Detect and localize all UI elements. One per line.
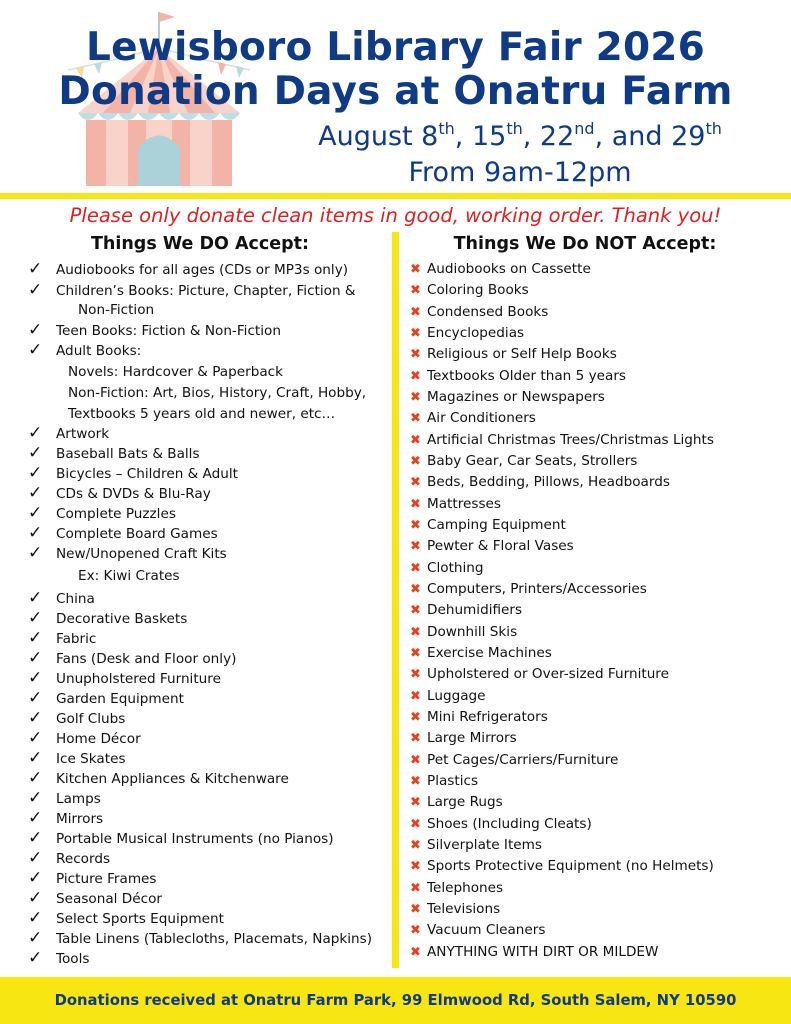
not-accept-item-label: ANYTHING WITH DIRT OR MILDEW [427, 943, 659, 960]
accept-item [28, 280, 356, 301]
not-accept-item [410, 259, 591, 280]
accept-item-label: Teen Books: Fiction & Non-Fiction [56, 323, 281, 339]
not-accept-item [410, 835, 542, 856]
accept-item-label: Mirrors [56, 811, 104, 827]
not-accept-item-label: Exercise Machines [427, 644, 552, 661]
not-accept-item-label: Textbooks Older than 5 years [427, 367, 626, 384]
accept-item [28, 768, 289, 789]
accept-item [28, 320, 281, 341]
x-mark-icon: ✖ [410, 475, 421, 491]
x-mark-icon: ✖ [410, 773, 421, 789]
x-mark-icon: ✖ [410, 539, 421, 555]
checkmark-icon: ✓ [28, 340, 43, 360]
x-mark-icon: ✖ [410, 304, 421, 320]
accept-item-label: Audiobooks for all ages (CDs or MP3s only) [56, 262, 349, 278]
not-accept-item-label: Condensed Books [427, 303, 549, 320]
donation-time: From 9am-12pm [408, 157, 632, 188]
x-mark-icon: ✖ [410, 411, 421, 427]
x-mark-icon: ✖ [410, 517, 421, 533]
x-mark-icon: ✖ [410, 880, 421, 896]
x-mark-icon: ✖ [410, 347, 421, 363]
accept-item [28, 948, 90, 969]
accept-item [28, 888, 162, 909]
accept-item-label: Tools [56, 951, 90, 967]
x-mark-icon: ✖ [410, 645, 421, 661]
not-accept-item-label: Coloring Books [427, 282, 529, 299]
checkmark-icon: ✓ [28, 688, 43, 708]
column-divider [392, 232, 399, 968]
not-accept-item [410, 686, 486, 707]
accept-item-label: Lamps [56, 791, 101, 807]
accept-item-label: Bicycles – Children & Adult [56, 466, 238, 482]
accept-item [28, 543, 227, 564]
header-divider [0, 193, 791, 199]
x-mark-icon: ✖ [410, 368, 421, 384]
checkmark-icon: ✓ [28, 588, 43, 608]
not-accept-item-label: Dehumidifiers [427, 602, 523, 619]
accept-item-label: Kitchen Appliances & Kitchenware [56, 771, 289, 787]
not-accept-item-label: Telephones [427, 879, 504, 896]
checkmark-icon: ✓ [28, 423, 43, 443]
x-mark-icon: ✖ [410, 752, 421, 768]
checkmark-icon: ✓ [28, 463, 43, 483]
checkmark-icon: ✓ [28, 928, 43, 948]
x-mark-icon: ✖ [410, 688, 421, 704]
x-mark-icon: ✖ [410, 453, 421, 469]
not-accept-item [410, 750, 618, 771]
accept-item [28, 828, 334, 849]
x-mark-icon: ✖ [410, 859, 421, 875]
page-title-line2: Donation Days at Onatru Farm [58, 69, 733, 114]
accept-item-label: Golf Clubs [56, 711, 126, 727]
accept-item-label: Decorative Baskets [56, 611, 188, 627]
accept-item [28, 908, 224, 929]
checkmark-icon: ✓ [28, 259, 43, 279]
not-accept-item-label: Air Conditioners [427, 410, 536, 427]
not-accept-item [410, 558, 484, 579]
checkmark-icon: ✓ [28, 668, 43, 688]
not-accept-heading: Things We Do NOT Accept: [453, 234, 717, 254]
accept-item [28, 748, 126, 769]
checkmark-icon: ✓ [28, 908, 43, 928]
accept-item [28, 463, 238, 484]
accept-item [28, 648, 236, 669]
checkmark-icon: ✓ [28, 748, 43, 768]
not-accept-item [410, 856, 714, 877]
checkmark-icon: ✓ [28, 320, 43, 340]
not-accept-item [410, 579, 647, 600]
not-accept-item [410, 899, 500, 920]
x-mark-icon: ✖ [410, 581, 421, 597]
not-accept-item [410, 771, 478, 792]
not-accept-item [410, 451, 637, 472]
checkmark-icon: ✓ [28, 483, 43, 503]
footer-address: Donations received at Onatru Farm Park, 99 Elmwood Rd, South Salem, NY 10590 [54, 992, 737, 1009]
accept-item [28, 443, 200, 464]
not-accept-item-label: Computers, Printers/Accessories [427, 580, 647, 597]
accept-item [28, 928, 372, 949]
not-accept-item-label: Audiobooks on Cassette [427, 261, 591, 277]
checkmark-icon: ✓ [28, 888, 43, 908]
donation-dates: August 8th, 15th, 22nd, and 29th [318, 119, 722, 152]
not-accept-item-label: Beds, Bedding, Pillows, Headboards [427, 474, 670, 491]
accept-item-label: Fans (Desk and Floor only) [56, 651, 237, 667]
not-accept-item [410, 814, 592, 835]
not-accept-item-label: Religious or Self Help Books [427, 346, 617, 363]
accept-item-label: Records [56, 851, 111, 867]
x-mark-icon: ✖ [410, 496, 421, 512]
not-accept-item-label: Clothing [427, 559, 484, 576]
x-mark-icon: ✖ [410, 816, 421, 832]
not-accept-item [410, 792, 503, 813]
not-accept-item-label: Downhill Skis [427, 623, 518, 640]
accept-item [28, 688, 184, 709]
not-accept-item-label: Encyclopedias [427, 324, 525, 341]
not-accept-item [410, 643, 552, 664]
accept-item [28, 483, 211, 504]
accept-item-label: Garden Equipment [56, 691, 184, 707]
checkmark-icon: ✓ [28, 708, 43, 728]
checkmark-icon: ✓ [28, 808, 43, 828]
not-accept-item-label: Televisions [427, 900, 501, 917]
not-accept-item [410, 323, 524, 344]
accept-item [28, 848, 110, 869]
checkmark-icon: ✓ [28, 868, 43, 888]
accept-item-label: Complete Board Games [56, 526, 218, 542]
not-accept-item-label: Mini Refrigerators [427, 708, 548, 725]
not-accept-item [410, 920, 545, 941]
accept-item-label: Ice Skates [56, 751, 126, 767]
checkmark-icon: ✓ [28, 503, 43, 523]
not-accept-item-label: Artificial Christmas Trees/Christmas Lights [427, 431, 714, 448]
page-title-line1: Lewisboro Library Fair 2026 [86, 25, 705, 70]
accept-item-continued: Non-Fiction [78, 302, 155, 318]
accept-item-label: Complete Puzzles [56, 506, 176, 522]
checkmark-icon: ✓ [28, 948, 43, 968]
accept-item [28, 628, 96, 649]
not-accept-item [410, 942, 658, 963]
checkmark-icon: ✓ [28, 543, 43, 563]
accept-example: Ex: Kiwi Crates [78, 568, 180, 584]
not-accept-item [410, 664, 669, 685]
checkmark-icon: ✓ [28, 443, 43, 463]
not-accept-item-label: Vacuum Cleaners [427, 922, 546, 939]
checkmark-icon: ✓ [28, 848, 43, 868]
x-mark-icon: ✖ [410, 432, 421, 448]
accept-item-label: Artwork [56, 426, 110, 442]
accept-item-label: Picture Frames [56, 871, 157, 887]
not-accept-item [410, 515, 566, 536]
x-mark-icon: ✖ [410, 603, 421, 619]
accept-item [28, 259, 348, 280]
not-accept-item-label: Baby Gear, Car Seats, Strollers [427, 452, 638, 469]
checkmark-icon: ✓ [28, 648, 43, 668]
accept-item-label: Seasonal Décor [56, 891, 162, 907]
checkmark-icon: ✓ [28, 768, 43, 788]
not-accept-item-label: Luggage [427, 687, 486, 704]
not-accept-item-label: Shoes (Including Cleats) [427, 815, 592, 832]
not-accept-item [410, 536, 574, 557]
accept-item [28, 588, 95, 609]
accept-item-label: Home Décor [56, 731, 141, 747]
not-accept-item [410, 472, 670, 493]
x-mark-icon: ✖ [410, 923, 421, 939]
accept-item-label: New/Unopened Craft Kits [56, 546, 227, 562]
x-mark-icon: ✖ [410, 325, 421, 341]
x-mark-icon: ✖ [410, 389, 421, 405]
not-accept-item [410, 622, 517, 643]
accept-item-label: CDs & DVDs & Blu-Ray [56, 486, 211, 502]
accept-item [28, 608, 187, 629]
not-accept-item [410, 387, 605, 408]
footer-banner [0, 977, 791, 1024]
checkmark-icon: ✓ [28, 788, 43, 808]
not-accept-item [410, 707, 548, 728]
accept-item [28, 523, 218, 544]
accept-item-label: Adult Books: [56, 343, 142, 359]
x-mark-icon: ✖ [410, 901, 421, 917]
checkmark-icon: ✓ [28, 608, 43, 628]
accept-sub-item: Non-Fiction: Art, Bios, History, Craft, Hobby, [68, 385, 367, 401]
not-accept-item-label: Camping Equipment [427, 516, 566, 533]
accept-item [28, 808, 103, 829]
accept-item-label: Table Linens (Tablecloths, Placemats, Napkins) [56, 931, 373, 947]
not-accept-item-label: Magazines or Newspapers [427, 388, 605, 405]
not-accept-item [410, 302, 548, 323]
accept-item-label: China [56, 591, 95, 607]
not-accept-item-label: Pewter & Floral Vases [427, 538, 574, 555]
x-mark-icon: ✖ [410, 283, 421, 299]
not-accept-item-label: Silverplate Items [427, 836, 542, 853]
not-accept-item [410, 344, 617, 365]
accept-item [28, 788, 101, 809]
x-mark-icon: ✖ [410, 944, 421, 960]
accept-item [28, 503, 176, 524]
not-accept-item [410, 728, 517, 749]
accept-item-label: Unupholstered Furniture [56, 671, 221, 687]
not-accept-item-label: Large Rugs [427, 794, 503, 811]
accept-item [28, 868, 157, 889]
x-mark-icon: ✖ [410, 560, 421, 576]
not-accept-item [410, 430, 714, 451]
not-accept-item [410, 366, 626, 387]
not-accept-item-label: Large Mirrors [427, 730, 517, 747]
not-accept-item-label: Sports Protective Equipment (no Helmets) [427, 858, 714, 875]
accept-item [28, 708, 125, 729]
x-mark-icon: ✖ [410, 624, 421, 640]
not-accept-item-label: Upholstered or Over-sized Furniture [427, 666, 669, 683]
accept-item-label: Fabric [56, 631, 97, 647]
not-accept-item [410, 408, 536, 429]
not-accept-item-label: Pet Cages/Carriers/Furniture [427, 751, 619, 768]
x-mark-icon: ✖ [410, 837, 421, 853]
not-accept-item [410, 280, 529, 301]
x-mark-icon: ✖ [410, 709, 421, 725]
x-mark-icon: ✖ [410, 262, 421, 277]
accept-heading: Things We DO Accept: [90, 234, 310, 254]
checkmark-icon: ✓ [28, 523, 43, 543]
accept-sub-item: Novels: Hardcover & Paperback [68, 364, 284, 380]
accept-item-label: Baseball Bats & Balls [56, 446, 200, 462]
accept-item-label: Select Sports Equipment [56, 911, 224, 927]
cleanliness-notice: Please only donate clean items in good, working order. Thank you! [69, 204, 722, 227]
accept-item-label: Children’s Books: Picture, Chapter, Fiction & [56, 283, 356, 299]
accept-item [28, 728, 141, 749]
not-accept-item-label: Mattresses [427, 495, 501, 512]
not-accept-item-label: Plastics [427, 772, 479, 789]
x-mark-icon: ✖ [410, 667, 421, 683]
accept-item [28, 668, 221, 689]
accept-item-label: Portable Musical Instruments (no Pianos) [56, 831, 334, 847]
x-mark-icon: ✖ [410, 795, 421, 811]
checkmark-icon: ✓ [28, 728, 43, 748]
checkmark-icon: ✓ [28, 628, 43, 648]
accept-item [28, 423, 109, 444]
checkmark-icon: ✓ [28, 828, 43, 848]
not-accept-item [410, 878, 503, 899]
x-mark-icon: ✖ [410, 731, 421, 747]
accept-sub-item: Textbooks 5 years old and newer, etc… [68, 406, 336, 422]
not-accept-item [410, 494, 501, 515]
checkmark-icon: ✓ [28, 280, 43, 300]
accept-item [28, 340, 141, 361]
not-accept-item [410, 600, 522, 621]
